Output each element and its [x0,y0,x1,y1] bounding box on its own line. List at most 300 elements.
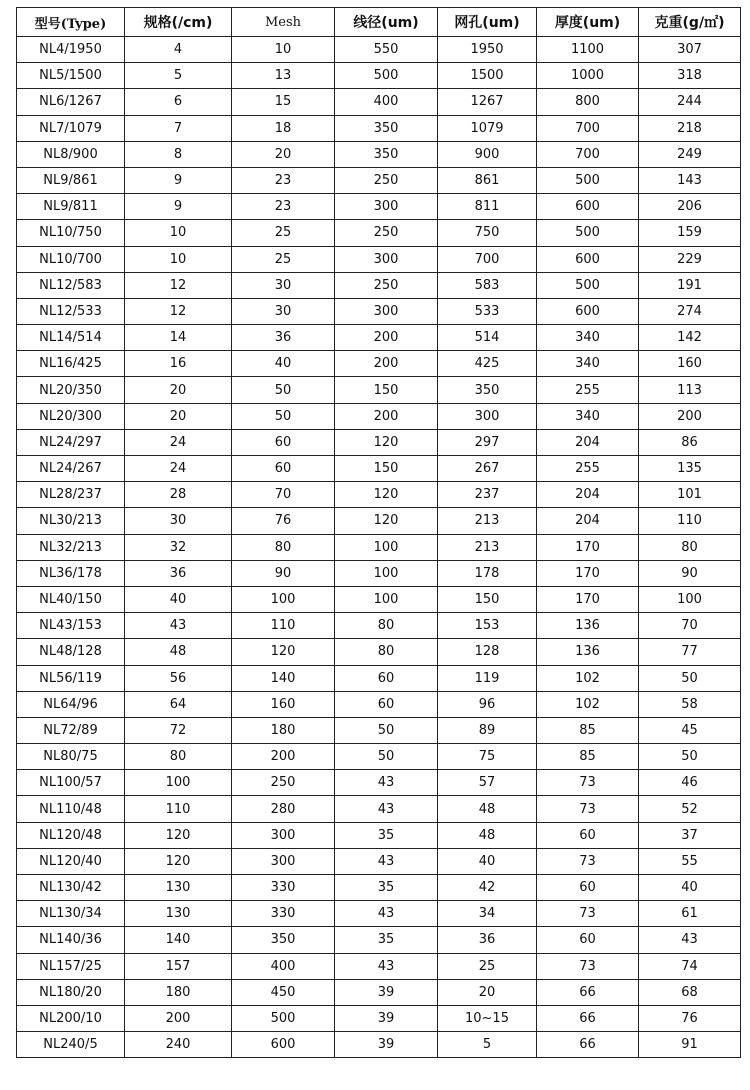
cell-type: NL16/425 [17,351,125,377]
cell-thickness: 85 [537,717,639,743]
cell-spec: 56 [125,665,232,691]
table-header-row [17,8,741,37]
cell-weight: 74 [639,953,741,979]
table-row [17,403,741,429]
cell-mesh-opening: 1500 [438,63,537,89]
cell-thickness: 73 [537,848,639,874]
cell-mesh: 400 [232,953,335,979]
cell-thickness: 1100 [537,37,639,63]
table-body [17,37,741,1058]
table-row [17,534,741,560]
header-weight: 克重(g/㎡) [639,8,741,37]
table-row [17,429,741,455]
cell-spec: 32 [125,534,232,560]
cell-wire-diameter: 250 [335,220,438,246]
cell-thickness: 600 [537,298,639,324]
cell-wire-diameter: 39 [335,1005,438,1031]
cell-spec: 10 [125,220,232,246]
cell-weight: 307 [639,37,741,63]
table-row [17,848,741,874]
cell-thickness: 136 [537,613,639,639]
cell-mesh-opening: 1079 [438,115,537,141]
cell-weight: 110 [639,508,741,534]
cell-weight: 68 [639,979,741,1005]
cell-thickness: 170 [537,560,639,586]
cell-wire-diameter: 60 [335,691,438,717]
table-row [17,560,741,586]
cell-weight: 143 [639,167,741,193]
cell-mesh: 25 [232,246,335,272]
cell-mesh-opening: 583 [438,272,537,298]
cell-thickness: 170 [537,586,639,612]
cell-mesh-opening: 48 [438,822,537,848]
cell-weight: 200 [639,403,741,429]
cell-mesh-opening: 297 [438,429,537,455]
cell-type: NL7/1079 [17,115,125,141]
cell-weight: 90 [639,560,741,586]
cell-wire-diameter: 300 [335,194,438,220]
cell-thickness: 500 [537,167,639,193]
cell-wire-diameter: 39 [335,979,438,1005]
cell-wire-diameter: 80 [335,613,438,639]
cell-type: NL180/20 [17,979,125,1005]
cell-mesh-opening: 750 [438,220,537,246]
cell-wire-diameter: 550 [335,37,438,63]
cell-mesh-opening: 150 [438,586,537,612]
cell-type: NL12/533 [17,298,125,324]
cell-weight: 274 [639,298,741,324]
cell-spec: 43 [125,613,232,639]
cell-type: NL10/750 [17,220,125,246]
cell-mesh: 20 [232,141,335,167]
cell-mesh: 600 [232,1032,335,1058]
cell-weight: 52 [639,796,741,822]
cell-spec: 8 [125,141,232,167]
cell-weight: 191 [639,272,741,298]
cell-weight: 70 [639,613,741,639]
table-row [17,796,741,822]
cell-wire-diameter: 100 [335,586,438,612]
cell-weight: 229 [639,246,741,272]
cell-spec: 5 [125,63,232,89]
cell-wire-diameter: 80 [335,639,438,665]
cell-type: NL240/5 [17,1032,125,1058]
mesh-spec-table [16,7,741,1058]
cell-spec: 48 [125,639,232,665]
cell-wire-diameter: 43 [335,848,438,874]
cell-mesh: 40 [232,351,335,377]
cell-spec: 28 [125,482,232,508]
cell-mesh: 60 [232,456,335,482]
table-row [17,167,741,193]
cell-type: NL30/213 [17,508,125,534]
cell-mesh-opening: 900 [438,141,537,167]
cell-wire-diameter: 43 [335,901,438,927]
cell-weight: 77 [639,639,741,665]
cell-wire-diameter: 150 [335,377,438,403]
cell-wire-diameter: 400 [335,89,438,115]
cell-spec: 72 [125,717,232,743]
cell-type: NL130/34 [17,901,125,927]
table-row [17,89,741,115]
table-row [17,822,741,848]
cell-spec: 140 [125,927,232,953]
cell-wire-diameter: 35 [335,875,438,901]
cell-mesh: 250 [232,770,335,796]
cell-type: NL110/48 [17,796,125,822]
cell-weight: 55 [639,848,741,874]
cell-weight: 76 [639,1005,741,1031]
cell-mesh-opening: 96 [438,691,537,717]
cell-mesh-opening: 300 [438,403,537,429]
table-row [17,194,741,220]
cell-wire-diameter: 35 [335,927,438,953]
cell-type: NL157/25 [17,953,125,979]
cell-mesh-opening: 34 [438,901,537,927]
cell-wire-diameter: 43 [335,796,438,822]
cell-type: NL36/178 [17,560,125,586]
table-row [17,1032,741,1058]
cell-type: NL6/1267 [17,89,125,115]
cell-type: NL200/10 [17,1005,125,1031]
cell-spec: 6 [125,89,232,115]
cell-type: NL130/42 [17,875,125,901]
cell-spec: 30 [125,508,232,534]
cell-mesh: 50 [232,377,335,403]
cell-wire-diameter: 350 [335,141,438,167]
cell-mesh: 30 [232,298,335,324]
cell-weight: 135 [639,456,741,482]
cell-thickness: 66 [537,1005,639,1031]
table-row [17,37,741,63]
cell-mesh-opening: 40 [438,848,537,874]
cell-spec: 7 [125,115,232,141]
cell-weight: 40 [639,875,741,901]
cell-type: NL20/300 [17,403,125,429]
table-row [17,613,741,639]
cell-mesh-opening: 89 [438,717,537,743]
cell-mesh: 300 [232,822,335,848]
cell-wire-diameter: 43 [335,953,438,979]
table-row [17,246,741,272]
cell-mesh: 30 [232,272,335,298]
cell-type: NL8/900 [17,141,125,167]
cell-weight: 50 [639,744,741,770]
cell-weight: 206 [639,194,741,220]
table-row [17,979,741,1005]
header-mesh-opening: 网孔(um) [438,8,537,37]
cell-wire-diameter: 200 [335,351,438,377]
table-row [17,953,741,979]
cell-spec: 130 [125,901,232,927]
cell-type: NL48/128 [17,639,125,665]
table-row [17,875,741,901]
table-row [17,901,741,927]
cell-mesh: 330 [232,875,335,901]
cell-weight: 46 [639,770,741,796]
table-row [17,141,741,167]
cell-mesh: 450 [232,979,335,1005]
cell-thickness: 800 [537,89,639,115]
header-type: 型号(Type) [17,8,125,37]
cell-mesh-opening: 10~15 [438,1005,537,1031]
cell-weight: 113 [639,377,741,403]
header-spec: 规格(/cm) [125,8,232,37]
cell-type: NL64/96 [17,691,125,717]
table-row [17,927,741,953]
cell-wire-diameter: 200 [335,403,438,429]
cell-mesh: 160 [232,691,335,717]
cell-weight: 61 [639,901,741,927]
cell-thickness: 600 [537,246,639,272]
cell-mesh-opening: 811 [438,194,537,220]
cell-mesh-opening: 57 [438,770,537,796]
cell-weight: 244 [639,89,741,115]
cell-type: NL120/48 [17,822,125,848]
cell-wire-diameter: 200 [335,325,438,351]
cell-thickness: 66 [537,1032,639,1058]
cell-wire-diameter: 250 [335,272,438,298]
cell-thickness: 340 [537,325,639,351]
table-row [17,325,741,351]
cell-mesh: 70 [232,482,335,508]
cell-type: NL28/237 [17,482,125,508]
table-row [17,351,741,377]
cell-mesh: 15 [232,89,335,115]
cell-weight: 37 [639,822,741,848]
cell-mesh-opening: 1950 [438,37,537,63]
cell-mesh: 23 [232,194,335,220]
cell-thickness: 1000 [537,63,639,89]
header-thickness: 厚度(um) [537,8,639,37]
table-row [17,665,741,691]
cell-weight: 318 [639,63,741,89]
cell-thickness: 204 [537,482,639,508]
cell-type: NL120/40 [17,848,125,874]
cell-mesh: 140 [232,665,335,691]
cell-type: NL43/153 [17,613,125,639]
cell-thickness: 73 [537,770,639,796]
cell-weight: 50 [639,665,741,691]
cell-mesh: 76 [232,508,335,534]
cell-thickness: 340 [537,351,639,377]
cell-weight: 43 [639,927,741,953]
cell-type: NL40/150 [17,586,125,612]
cell-thickness: 136 [537,639,639,665]
cell-type: NL100/57 [17,770,125,796]
cell-mesh-opening: 700 [438,246,537,272]
cell-spec: 14 [125,325,232,351]
cell-mesh: 180 [232,717,335,743]
cell-type: NL10/700 [17,246,125,272]
cell-mesh-opening: 213 [438,508,537,534]
cell-spec: 4 [125,37,232,63]
cell-thickness: 73 [537,901,639,927]
cell-thickness: 204 [537,508,639,534]
cell-thickness: 500 [537,272,639,298]
cell-type: NL14/514 [17,325,125,351]
cell-mesh-opening: 178 [438,560,537,586]
header-mesh: Mesh [232,8,335,37]
cell-wire-diameter: 350 [335,115,438,141]
cell-thickness: 60 [537,875,639,901]
cell-spec: 80 [125,744,232,770]
cell-mesh-opening: 237 [438,482,537,508]
cell-spec: 40 [125,586,232,612]
cell-type: NL9/861 [17,167,125,193]
cell-thickness: 700 [537,141,639,167]
cell-wire-diameter: 39 [335,1032,438,1058]
cell-mesh-opening: 36 [438,927,537,953]
cell-mesh-opening: 267 [438,456,537,482]
cell-mesh: 25 [232,220,335,246]
cell-spec: 64 [125,691,232,717]
cell-spec: 200 [125,1005,232,1031]
cell-weight: 142 [639,325,741,351]
cell-spec: 110 [125,796,232,822]
cell-spec: 100 [125,770,232,796]
cell-wire-diameter: 50 [335,717,438,743]
cell-thickness: 600 [537,194,639,220]
table-row [17,456,741,482]
cell-mesh: 23 [232,167,335,193]
cell-wire-diameter: 250 [335,167,438,193]
cell-wire-diameter: 120 [335,508,438,534]
cell-mesh-opening: 128 [438,639,537,665]
cell-wire-diameter: 120 [335,482,438,508]
cell-mesh: 18 [232,115,335,141]
cell-weight: 86 [639,429,741,455]
cell-mesh: 36 [232,325,335,351]
cell-thickness: 73 [537,796,639,822]
cell-wire-diameter: 50 [335,744,438,770]
cell-spec: 157 [125,953,232,979]
cell-weight: 80 [639,534,741,560]
cell-mesh-opening: 533 [438,298,537,324]
cell-spec: 12 [125,272,232,298]
cell-mesh-opening: 350 [438,377,537,403]
cell-mesh: 500 [232,1005,335,1031]
cell-mesh-opening: 425 [438,351,537,377]
cell-mesh: 60 [232,429,335,455]
cell-spec: 120 [125,848,232,874]
cell-thickness: 255 [537,456,639,482]
cell-weight: 100 [639,586,741,612]
cell-type: NL32/213 [17,534,125,560]
cell-spec: 240 [125,1032,232,1058]
cell-type: NL56/119 [17,665,125,691]
cell-mesh: 280 [232,796,335,822]
cell-mesh-opening: 5 [438,1032,537,1058]
cell-mesh: 120 [232,639,335,665]
cell-type: NL4/1950 [17,37,125,63]
cell-thickness: 66 [537,979,639,1005]
cell-thickness: 85 [537,744,639,770]
table-row [17,744,741,770]
cell-wire-diameter: 150 [335,456,438,482]
cell-thickness: 700 [537,115,639,141]
table-row [17,770,741,796]
cell-type: NL9/811 [17,194,125,220]
table-row [17,691,741,717]
cell-weight: 58 [639,691,741,717]
cell-type: NL72/89 [17,717,125,743]
cell-thickness: 73 [537,953,639,979]
cell-mesh: 200 [232,744,335,770]
cell-thickness: 170 [537,534,639,560]
cell-mesh-opening: 1267 [438,89,537,115]
table-row [17,586,741,612]
cell-thickness: 60 [537,927,639,953]
table-row [17,639,741,665]
cell-mesh: 100 [232,586,335,612]
table-row [17,272,741,298]
cell-wire-diameter: 300 [335,246,438,272]
cell-mesh: 80 [232,534,335,560]
cell-mesh-opening: 153 [438,613,537,639]
cell-type: NL24/267 [17,456,125,482]
cell-type: NL20/350 [17,377,125,403]
cell-spec: 16 [125,351,232,377]
cell-type: NL80/75 [17,744,125,770]
cell-type: NL140/36 [17,927,125,953]
cell-mesh-opening: 213 [438,534,537,560]
cell-spec: 120 [125,822,232,848]
cell-weight: 159 [639,220,741,246]
cell-mesh: 110 [232,613,335,639]
cell-spec: 10 [125,246,232,272]
cell-thickness: 500 [537,220,639,246]
cell-weight: 249 [639,141,741,167]
cell-mesh-opening: 861 [438,167,537,193]
table-row [17,63,741,89]
table-row [17,717,741,743]
cell-mesh: 50 [232,403,335,429]
cell-wire-diameter: 43 [335,770,438,796]
cell-mesh-opening: 75 [438,744,537,770]
cell-mesh: 13 [232,63,335,89]
cell-thickness: 255 [537,377,639,403]
table-row [17,1005,741,1031]
cell-wire-diameter: 60 [335,665,438,691]
table-row [17,377,741,403]
table-row [17,298,741,324]
table-row [17,482,741,508]
cell-mesh: 350 [232,927,335,953]
cell-mesh: 10 [232,37,335,63]
cell-spec: 36 [125,560,232,586]
cell-type: NL12/583 [17,272,125,298]
cell-thickness: 340 [537,403,639,429]
cell-spec: 24 [125,429,232,455]
cell-spec: 24 [125,456,232,482]
cell-type: NL24/297 [17,429,125,455]
cell-wire-diameter: 500 [335,63,438,89]
cell-spec: 130 [125,875,232,901]
cell-thickness: 204 [537,429,639,455]
cell-mesh-opening: 48 [438,796,537,822]
cell-mesh-opening: 119 [438,665,537,691]
cell-spec: 9 [125,167,232,193]
cell-weight: 91 [639,1032,741,1058]
table-row [17,220,741,246]
cell-wire-diameter: 300 [335,298,438,324]
cell-spec: 12 [125,298,232,324]
cell-mesh: 90 [232,560,335,586]
cell-weight: 218 [639,115,741,141]
cell-spec: 20 [125,377,232,403]
cell-mesh: 330 [232,901,335,927]
